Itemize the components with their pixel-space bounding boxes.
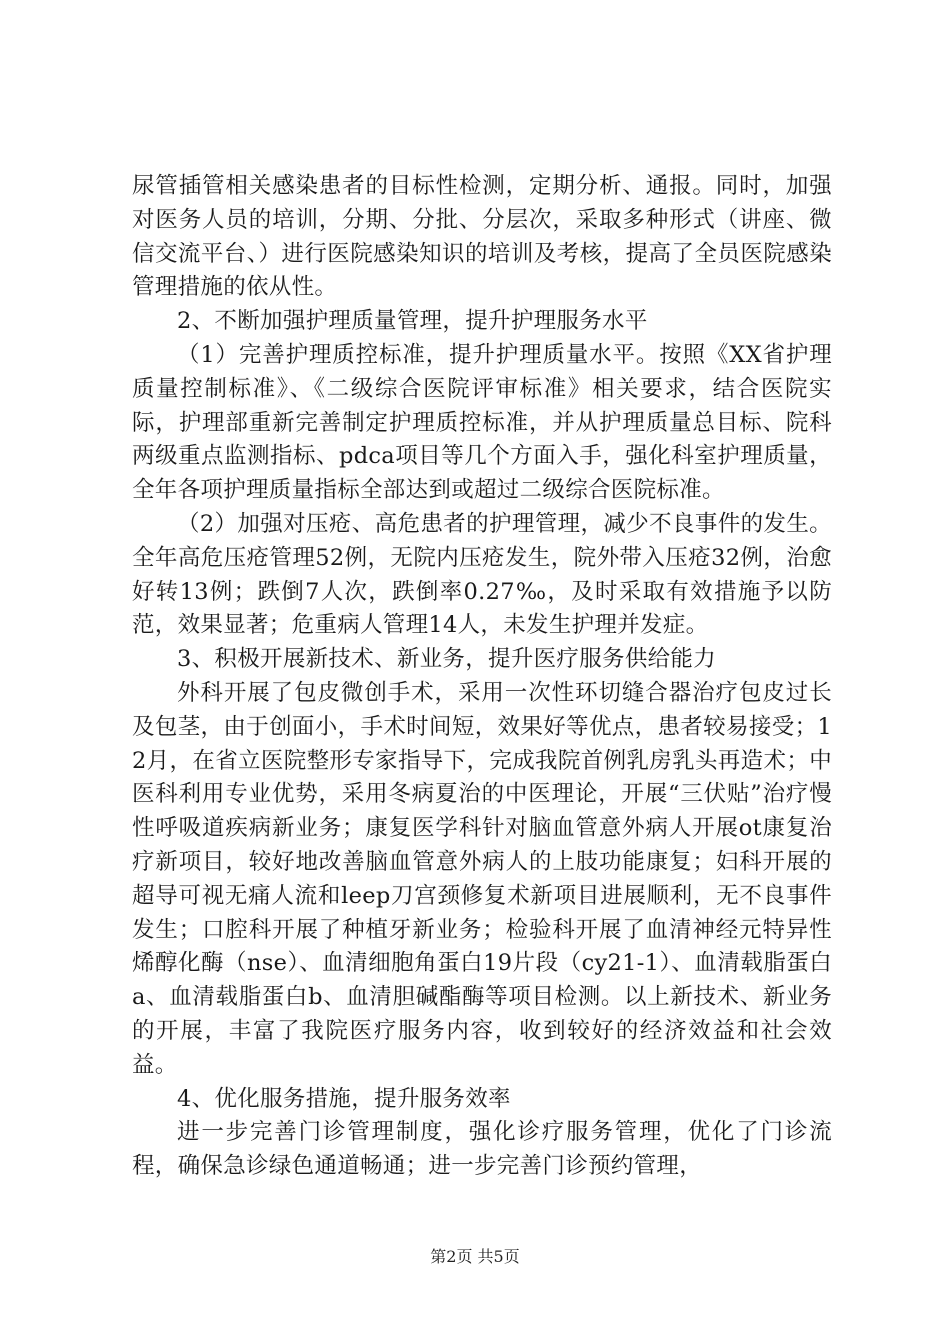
section-heading-service-efficiency: 4、优化服务措施，提升服务效率	[177, 1085, 511, 1112]
paragraph-infection-control: 尿管插管相关感染患者的目标性检测，定期分析、通报。同时，加强对医务人员的培训，分期、分批、分层次，采取多种形式（讲座、微信交流平台、）进行医院感染知识的培训及考核，提高了全员医院感染管理措施的依从性。	[132, 173, 832, 301]
page-number-footer: 第2页 共5页	[430, 1247, 520, 1266]
paragraph-new-services: 外科开展了包皮微创手术，采用一次性环切缝合器治疗包皮过长及包茎，由于创面小，手术时间短，效果好等优点，患者较易接受；12月，在省立医院整形专家指导下，完成我院首例乳房乳头再造术；中医科利用专业优势，采用冬病夏治的中医理论，开展“三伏贴”治疗慢性呼吸道疾病新业务；康复医学科针对脑血管意外病人开展ot康复治疗新项目，较好地改善脑血管意外病人的上肢功能康复；妇科开展的超导可视无痛人流和leep刀宫颈修复术新项目进展顺利，无不良事件发生；口腔科开展了种植牙新业务；检验科开展了血清神经元特异性烯醇化酶（nse）、血清细胞角蛋白19片段（cy21-1）、血清载脂蛋白a、血清载脂蛋白b、血清胆碱酯酶等项目检测。以上新技术、新业务的开展，丰富了我院医疗服务内容，收到较好的经济效益和社会效益。	[132, 679, 832, 1078]
paragraph-outpatient: 进一步完善门诊管理制度，强化诊疗服务管理，优化了门诊流程，确保急诊绿色通道畅通；进一步完善门诊预约管理，	[132, 1119, 832, 1180]
document-body	[132, 170, 832, 1184]
paragraph-nursing-standards: （1）完善护理质控标准，提升护理质量水平。按照《XX省护理质量控制标准》、《二级综合医院评审标准》相关要求，结合医院实际，护理部重新完善制定护理质控标准，并从护理质量总目标、院科两级重点监测指标、pdca项目等几个方面入手，强化科室护理质量，全年各项护理质量指标全部达到或超过二级综合医院标准。	[132, 341, 832, 504]
section-heading-new-technology: 3、积极开展新技术、新业务，提升医疗服务供给能力	[177, 646, 717, 673]
paragraph-pressure-ulcer: （2）加强对压疮、高危患者的护理管理，减少不良事件的发生。全年高危压疮管理52例，无院内压疮发生，院外带入压疮32例，治愈好转13例；跌倒7人次，跌倒率0.27‰，及时采取有效措施予以防范，效果显著；危重病人管理14人，未发生护理并发症。	[132, 510, 832, 639]
section-heading-nursing-quality: 2、不断加强护理质量管理，提升护理服务水平	[177, 308, 648, 335]
